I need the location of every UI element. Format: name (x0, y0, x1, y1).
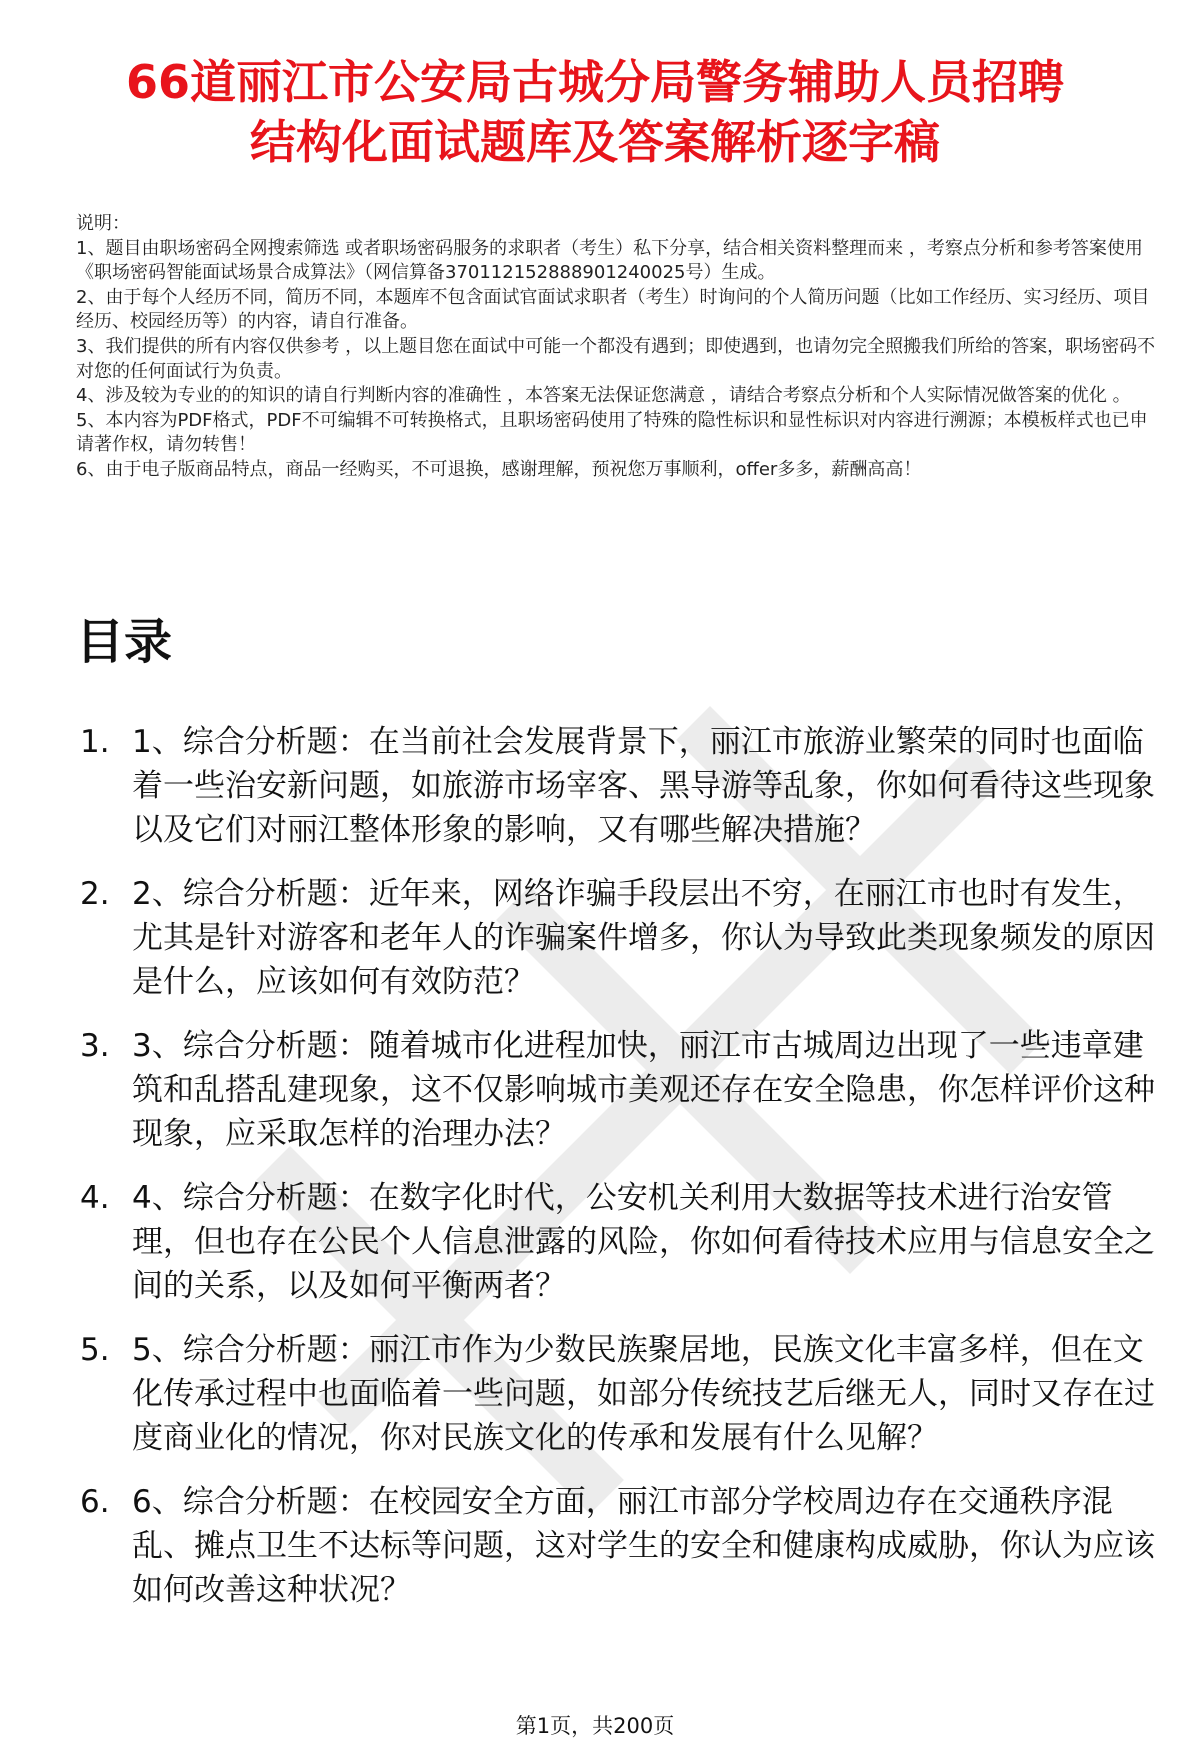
toc-item-number: 6. (80, 1484, 110, 1520)
toc-item[interactable] (80, 1024, 1170, 1156)
note-item: 1、题目由职场密码全网搜索筛选 或者职场密码服务的求职者（考生）私下分享，结合相关资料整理而来 ，考察点分析和参考答案使用《职场密码智能面试场景合成算法》（网信算备370112152888901240025号）生成。 (76, 237, 1143, 284)
toc-item-number: 5. (80, 1332, 110, 1368)
notes-section (76, 212, 1161, 483)
toc-heading: 目录 (76, 614, 173, 670)
toc-item[interactable] (80, 1176, 1170, 1308)
toc-list (80, 720, 1170, 1632)
toc-item[interactable] (80, 1480, 1170, 1612)
toc-item-text[interactable]: 6、综合分析题：在校园安全方面，丽江市部分学校周边存在交通秩序混乱、摊点卫生不达标等问题，这对学生的安全和健康构成威胁，你认为应该如何改善这种状况？ (132, 1484, 1155, 1608)
document-title-line-2: 结构化面试题库及答案解析逐字稿 (250, 115, 940, 169)
note-item: 6、由于电子版商品特点，商品一经购买，不可退换，感谢理解，预祝您万事顺利，offer多多，薪酬高高！ (76, 458, 922, 480)
toc-item-text[interactable]: 3、综合分析题：随着城市化进程加快，丽江市古城周边出现了一些违章建筑和乱搭乱建现象，这不仅影响城市美观还存在安全隐患，你怎样评价这种现象，应采取怎样的治理办法？ (132, 1028, 1155, 1152)
document-title (40, 52, 1150, 172)
page-footer: 第1页，共200页 (515, 1714, 675, 1738)
toc-item-number: 2. (80, 876, 110, 912)
toc-item[interactable] (80, 1328, 1170, 1460)
toc-item-text[interactable]: 5、综合分析题：丽江市作为少数民族聚居地，民族文化丰富多样，但在文化传承过程中也面临着一些问题，如部分传统技艺后继无人，同时又存在过度商业化的情况，你对民族文化的传承和发展有什么见解？ (132, 1332, 1155, 1456)
toc-item-text[interactable]: 2、综合分析题：近年来，网络诈骗手段层出不穷，在丽江市也时有发生，尤其是针对游客和老年人的诈骗案件增多，你认为导致此类现象频发的原因是什么，应该如何有效防范？ (132, 876, 1155, 1000)
toc-item-text[interactable]: 4、综合分析题：在数字化时代，公安机关利用大数据等技术进行治安管理，但也存在公民个人信息泄露的风险，你如何看待技术应用与信息安全之间的关系，以及如何平衡两者？ (132, 1180, 1155, 1304)
note-item: 4、涉及较为专业的的知识的请自行判断内容的准确性 ，本答案无法保证您满意 ，请结合考察点分析和个人实际情况做答案的优化 。 (76, 385, 1131, 407)
toc-item-number: 1. (80, 724, 110, 760)
toc-item-text[interactable]: 1、综合分析题：在当前社会发展背景下，丽江市旅游业繁荣的同时也面临着一些治安新问题，如旅游市场宰客、黑导游等乱象，你如何看待这些现象以及它们对丽江整体形象的影响，又有哪些解决措施？ (132, 724, 1155, 848)
note-item: 2、由于每个人经历不同，简历不同，本题库不包含面试官面试求职者（考生）时询问的个人简历问题（比如工作经历、实习经历、项目经历、校园经历等）的内容，请自行准备。 (76, 286, 1150, 333)
toc-item-number: 4. (80, 1180, 110, 1216)
toc-item[interactable] (80, 720, 1170, 852)
notes-heading: 说明： (76, 213, 130, 234)
note-item: 3、我们提供的所有内容仅供参考 ，以上题目您在面试中可能一个都没有遇到；即使遇到，也请勿完全照搬我们所给的答案，职场密码不对您的任何面试行为负责。 (76, 335, 1156, 382)
toc-item[interactable] (80, 872, 1170, 1004)
toc-item-number: 3. (80, 1028, 110, 1064)
document-title-line-1: 66道丽江市公安局古城分局警务辅助人员招聘 (125, 55, 1064, 109)
note-item: 5、本内容为PDF格式，PDF不可编辑不可转换格式，且职场密码使用了特殊的隐性标识和显性标识对内容进行溯源；本模板样式也已申请著作权，请勿转售！ (76, 409, 1148, 456)
